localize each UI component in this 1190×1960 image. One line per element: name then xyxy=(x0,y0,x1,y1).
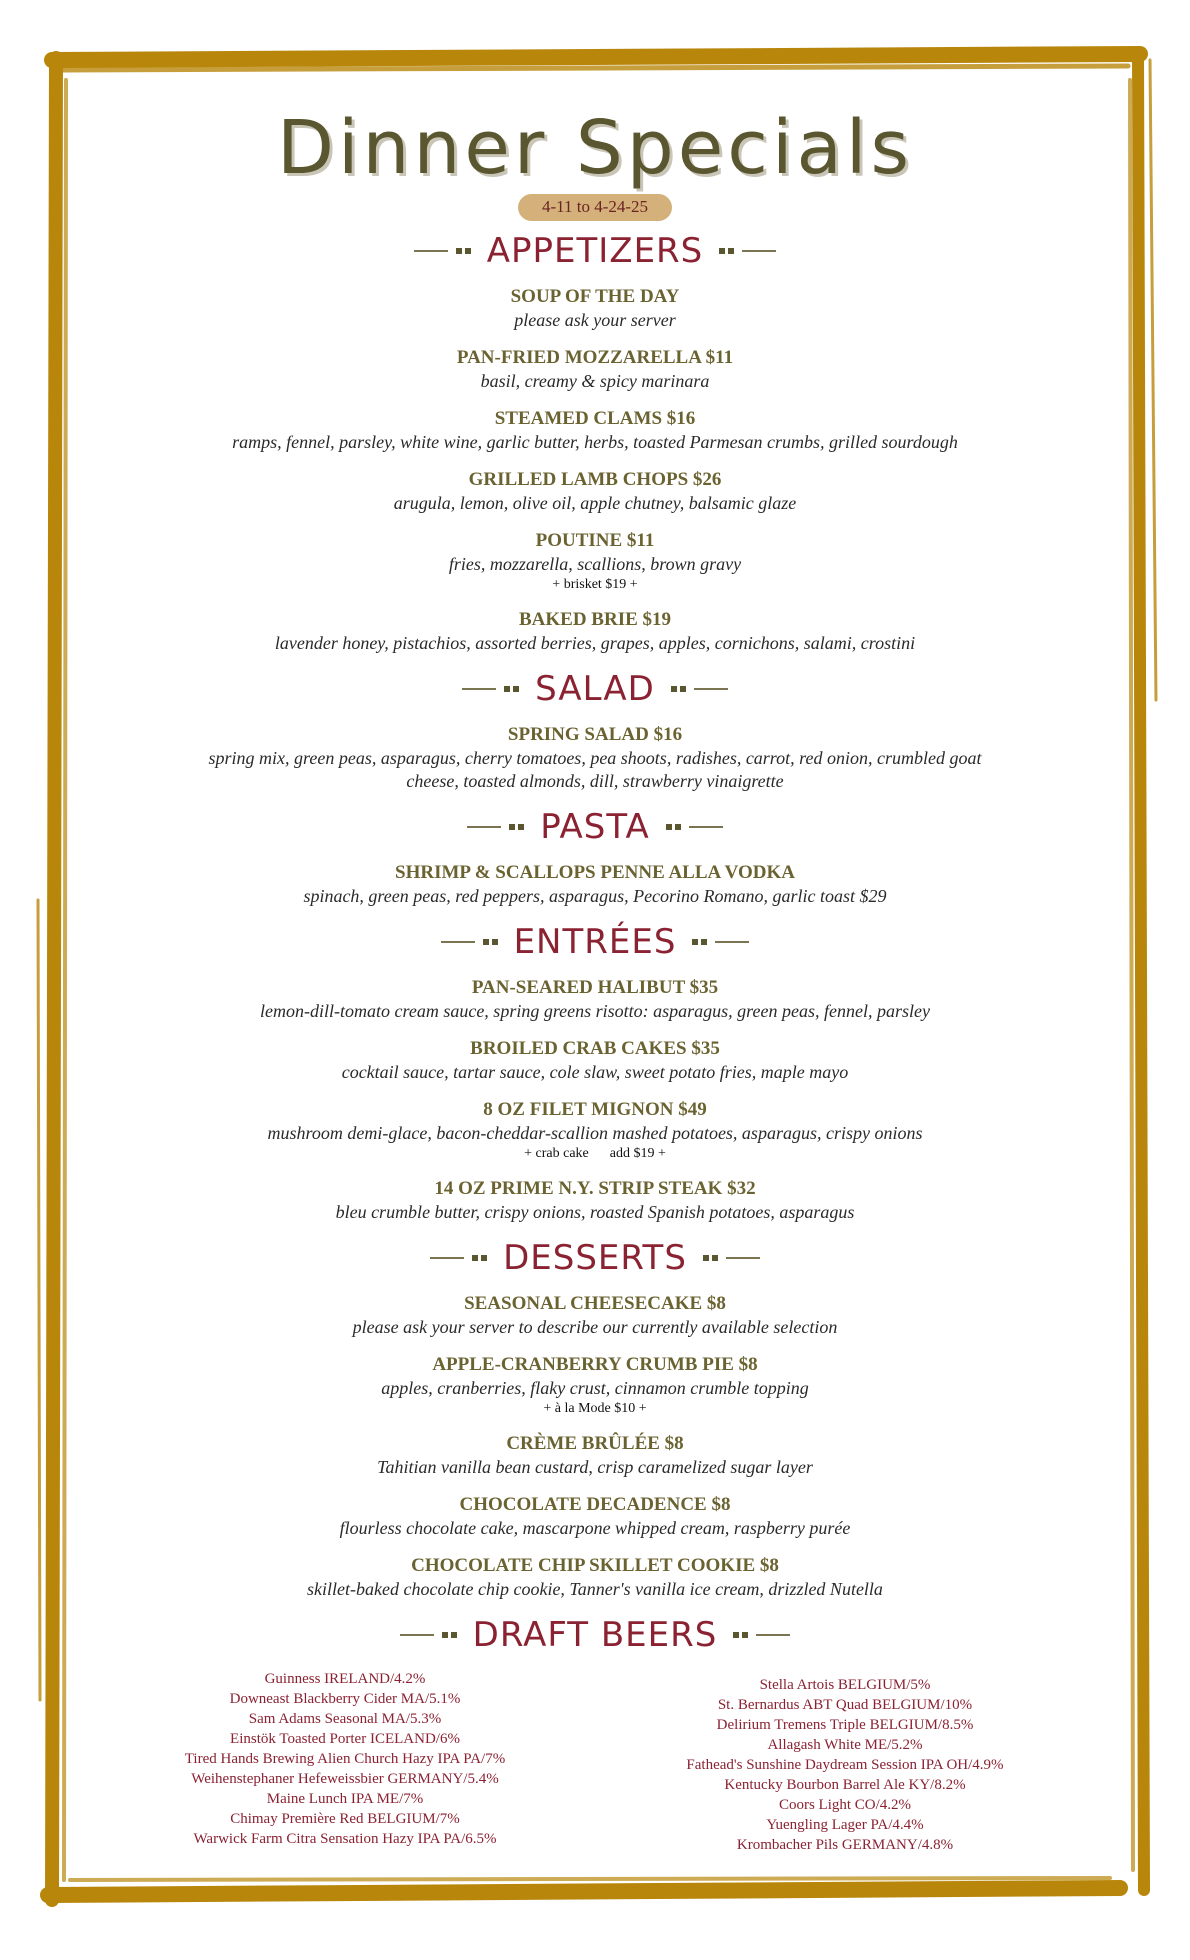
beer-list xyxy=(70,1669,1120,1855)
beer-item: Fathead's Sunshine Daydream Session IPA OH/4.9% xyxy=(686,1757,1004,1773)
beer-item: St. Bernardus ABT Quad BELGIUM/10% xyxy=(717,1697,973,1713)
beer-item: Sam Adams Seasonal MA/5.3% xyxy=(248,1711,442,1727)
menu-item xyxy=(70,1292,1120,1339)
ornament-icon xyxy=(456,248,471,254)
item-description: mushroom demi-glace, bacon-cheddar-scallion mashed potatoes, asparagus, crispy onions xyxy=(267,1123,923,1143)
menu-item xyxy=(70,1353,1120,1418)
menu-item xyxy=(70,285,1120,332)
item-addon: + à la Mode $10 + xyxy=(543,1401,647,1416)
section-title: ENTRÉES xyxy=(513,922,677,962)
beer-item: Allagash White ME/5.2% xyxy=(767,1737,923,1753)
beer-item: Kentucky Bourbon Barrel Ale KY/8.2% xyxy=(724,1777,966,1793)
divider-line xyxy=(462,688,496,690)
section-heading-salad xyxy=(70,669,1120,709)
ornament-icon xyxy=(504,686,519,692)
beer-item: Guinness IRELAND/4.2% xyxy=(264,1671,426,1687)
divider-line xyxy=(742,250,776,252)
menu-item xyxy=(70,407,1120,454)
section-title: DESSERTS xyxy=(503,1238,687,1278)
divider-line xyxy=(689,826,723,828)
beer-column-left xyxy=(135,1669,555,1855)
item-description: flourless chocolate cake, mascarpone whipped cream, raspberry purée xyxy=(339,1518,851,1538)
section-title: SALAD xyxy=(535,669,655,709)
beer-item: Delirium Tremens Triple BELGIUM/8.5% xyxy=(716,1717,974,1733)
ornament-icon xyxy=(671,686,686,692)
section-heading-appetizers xyxy=(70,231,1120,271)
menu-item xyxy=(70,529,1120,594)
divider-line xyxy=(726,1257,760,1259)
item-description: bleu crumble butter, crispy onions, roasted Spanish potatoes, asparagus xyxy=(335,1202,855,1222)
beer-item: Stella Artois BELGIUM/5% xyxy=(759,1677,931,1693)
menu-item xyxy=(70,608,1120,655)
beer-item: Einstök Toasted Porter ICELAND/6% xyxy=(230,1731,460,1747)
ornament-icon xyxy=(472,1255,487,1261)
item-description: lavender honey, pistachios, assorted berries, grapes, apples, cornichons, salami, crostini xyxy=(274,633,916,653)
menu-item xyxy=(70,468,1120,515)
beer-item: Coors Light CO/4.2% xyxy=(778,1797,912,1813)
menu-item xyxy=(70,1098,1120,1163)
ornament-icon xyxy=(733,1632,748,1638)
menu-item xyxy=(70,1177,1120,1224)
item-name: PAN-FRIED MOZZARELLA $11 xyxy=(456,347,734,368)
beer-item: Maine Lunch IPA ME/7% xyxy=(266,1791,424,1807)
item-description: cocktail sauce, tartar sauce, cole slaw, sweet potato fries, maple mayo xyxy=(341,1062,849,1082)
beer-column-right xyxy=(635,1675,1055,1855)
beer-item: Warwick Farm Citra Sensation Hazy IPA PA/6.5% xyxy=(193,1831,497,1847)
menu-item xyxy=(70,723,1120,793)
section-heading-draft-beers xyxy=(70,1615,1120,1655)
item-description: apples, cranberries, flaky crust, cinnamon crumble topping xyxy=(381,1378,809,1398)
beer-item: Downeast Blackberry Cider MA/5.1% xyxy=(229,1691,461,1707)
item-name: PAN-SEARED HALIBUT $35 xyxy=(471,977,719,998)
page-title: Dinner Specials xyxy=(277,105,913,191)
item-name: SHRIMP & SCALLOPS PENNE ALLA VODKA xyxy=(395,862,795,883)
menu-item xyxy=(70,1493,1120,1540)
item-description: skillet-baked chocolate chip cookie, Tanner's vanilla ice cream, drizzled Nutella xyxy=(307,1579,883,1599)
item-description: spinach, green peas, red peppers, asparagus, Pecorino Romano, garlic toast $29 xyxy=(303,886,887,906)
menu-item xyxy=(70,346,1120,393)
menu-item xyxy=(70,1432,1120,1479)
section-heading-pasta xyxy=(70,807,1120,847)
menu-content xyxy=(70,100,1120,1855)
beer-item: Yuengling Lager PA/4.4% xyxy=(766,1817,924,1833)
item-name: SOUP OF THE DAY xyxy=(510,286,680,307)
item-name: BROILED CRAB CAKES $35 xyxy=(470,1038,720,1059)
item-name: BAKED BRIE $19 xyxy=(518,609,672,630)
section-heading-entrees xyxy=(70,922,1120,962)
item-name: CRÈME BRÛLÉE $8 xyxy=(506,1433,684,1454)
item-description: please ask your server xyxy=(514,310,676,330)
section-heading-desserts xyxy=(70,1238,1120,1278)
beer-item: Tired Hands Brewing Alien Church Hazy IPA PA/7% xyxy=(184,1751,506,1767)
menu-item xyxy=(70,976,1120,1023)
item-description: fries, mozzarella, scallions, brown gravy xyxy=(448,554,742,574)
menu-item xyxy=(70,1037,1120,1084)
item-name: STEAMED CLAMS $16 xyxy=(494,408,696,429)
ornament-icon xyxy=(703,1255,718,1261)
ornament-icon xyxy=(666,824,681,830)
divider-line xyxy=(694,688,728,690)
ornament-icon xyxy=(442,1632,457,1638)
ornament-icon xyxy=(719,248,734,254)
divider-line xyxy=(441,941,475,943)
beer-item: Chimay Première Red BELGIUM/7% xyxy=(230,1811,460,1827)
item-addon: + brisket $19 + xyxy=(552,577,638,592)
divider-line xyxy=(430,1257,464,1259)
ornament-icon xyxy=(483,939,498,945)
section-title: PASTA xyxy=(540,807,650,847)
item-description: Tahitian vanilla bean custard, crisp caramelized sugar layer xyxy=(377,1457,813,1477)
divider-line xyxy=(400,1634,434,1636)
divider-line xyxy=(467,826,501,828)
item-name: 14 OZ PRIME N.Y. STRIP STEAK $32 xyxy=(434,1178,756,1199)
item-description: spring mix, green peas, asparagus, cherry tomatoes, pea shoots, radishes, carrot, red onion, crumbled goat cheese, toasted almonds, dill, strawberry vinaigrette xyxy=(208,748,982,791)
item-name: 8 OZ FILET MIGNON $49 xyxy=(483,1099,707,1120)
item-name: POUTINE $11 xyxy=(535,530,655,551)
item-description: please ask your server to describe our currently available selection xyxy=(352,1317,838,1337)
item-addon: + crab cake add $19 + xyxy=(524,1146,666,1161)
item-name: APPLE-CRANBERRY CRUMB PIE $8 xyxy=(432,1354,758,1375)
menu-item xyxy=(70,1554,1120,1601)
divider-line xyxy=(756,1634,790,1636)
item-description: ramps, fennel, parsley, white wine, garlic butter, herbs, toasted Parmesan crumbs, grilled sourdough xyxy=(232,432,958,452)
divider-line xyxy=(414,250,448,252)
beer-item: Krombacher Pils GERMANY/4.8% xyxy=(736,1837,954,1853)
item-description: arugula, lemon, olive oil, apple chutney, balsamic glaze xyxy=(393,493,797,513)
item-name: GRILLED LAMB CHOPS $26 xyxy=(468,469,722,490)
section-title: DRAFT BEERS xyxy=(472,1615,718,1655)
item-name: CHOCOLATE CHIP SKILLET COOKIE $8 xyxy=(411,1555,779,1576)
item-name: SEASONAL CHEESECAKE $8 xyxy=(464,1293,726,1314)
ornament-icon xyxy=(509,824,524,830)
ornament-icon xyxy=(692,939,707,945)
date-range-badge: 4-11 to 4-24-25 xyxy=(518,194,672,221)
beer-item: Weihenstephaner Hefeweissbier GERMANY/5.4% xyxy=(191,1771,499,1787)
section-title: APPETIZERS xyxy=(486,231,704,271)
divider-line xyxy=(715,941,749,943)
item-name: CHOCOLATE DECADENCE $8 xyxy=(459,1494,731,1515)
item-description: basil, creamy & spicy marinara xyxy=(480,371,710,391)
menu-item xyxy=(70,861,1120,908)
item-name: SPRING SALAD $16 xyxy=(507,724,683,745)
item-description: lemon-dill-tomato cream sauce, spring greens risotto: asparagus, green peas, fennel, parsley xyxy=(260,1001,930,1021)
